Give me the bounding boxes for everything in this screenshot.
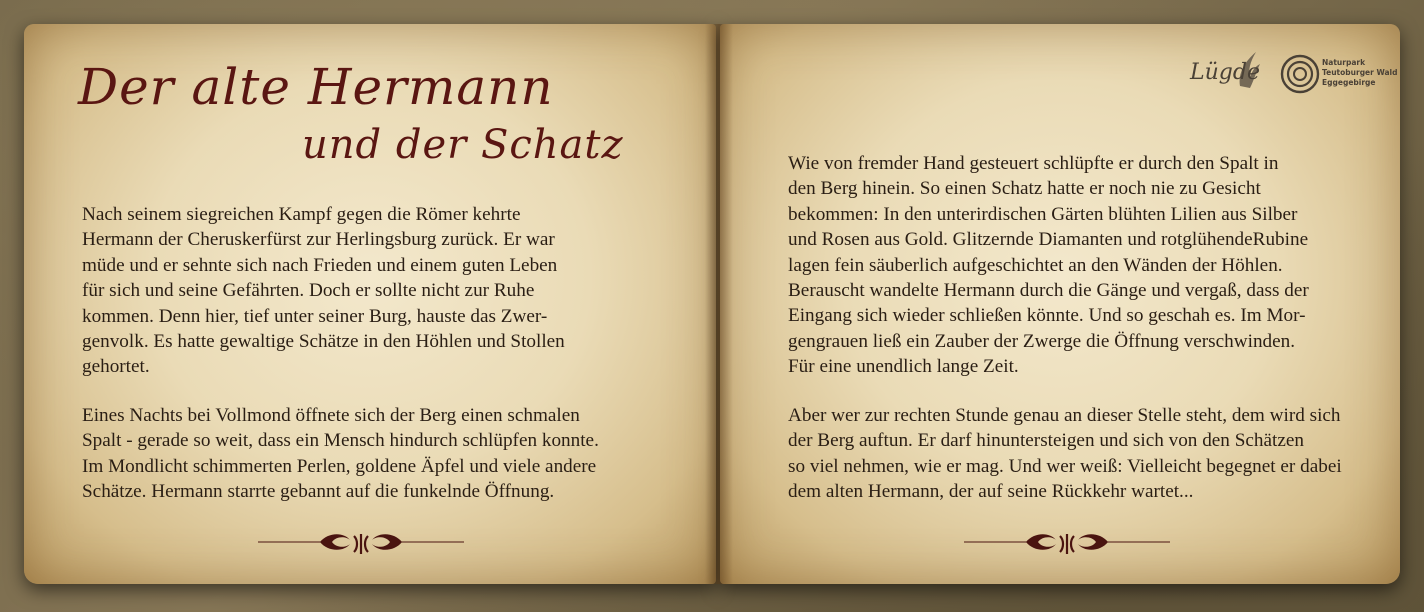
text-line: kommen. Denn hier, tief unter seiner Burg, hauste das Zwer- [82,305,548,327]
text-line: so viel nehmen, wie er mag. Und wer weiß: Vielleicht begegnet er dabei [788,455,1342,477]
ornament-divider-icon [258,526,464,558]
right-paragraph-1 [788,151,1309,380]
text-line: für sich und seine Gefährten. Doch er sollte nicht zur Ruhe [82,280,535,302]
text-line: Berauscht wandelte Hermann durch die Gänge und vergaß, dass der [788,280,1309,302]
naturpark-line: Teutoburger Wald [1322,68,1398,77]
text-line: müde und er sehnte sich nach Frieden und einem guten Leben [82,254,558,276]
text-line: Aber wer zur rechten Stunde genau an dieser Stelle steht, dem wird sich [788,405,1341,426]
left-paragraph-1 [82,202,565,380]
luegde-logo-text: Lügde [1190,60,1260,85]
text-line: Spalt - gerade so weit, dass ein Mensch hindurch schlüpfen konnte. [82,430,599,452]
naturpark-line: Eggegebirge [1322,78,1376,87]
text-line: dem alten Hermann, der auf seine Rückkehr wartet... [788,481,1194,503]
text-line: und Rosen aus Gold. Glitzernde Diamanten und rotglühendeRubine [788,229,1309,251]
text-line: Nach seinem siegreichen Kampf gegen die Römer kehrte [82,204,521,225]
text-line: Eingang sich wieder schließen könnte. Und so geschah es. Im Mor- [788,305,1306,327]
text-line: Wie von fremder Hand gesteuert schlüpfte er durch den Spalt in [788,153,1279,174]
left-paragraph-2 [82,403,599,505]
text-line: gengrauen ließ ein Zauber der Zwerge die Öffnung verschwinden. [788,330,1296,352]
text-line: genvolk. Es hatte gewaltige Schätze in den Höhlen und Stollen [82,331,565,353]
right-paragraph-2 [788,403,1342,505]
ornament-divider-icon [964,526,1170,558]
text-line: Schätze. Hermann starrte gebannt auf die funkelnde Öffnung. [82,481,555,503]
text-line: Im Mondlicht schimmerten Perlen, goldene Äpfel und viele andere [82,455,597,477]
title-line-1: Der alte Hermann [78,58,554,116]
text-line: den Berg hinein. So einen Schatz hatte er noch nie zu Gesicht [788,178,1261,200]
book-gutter [705,24,733,584]
text-line: bekommen: In den unterirdischen Gärten blühten Lilien aus Silber [788,203,1298,225]
text-line: lagen fein säuberlich aufgeschichtet an den Wänden der Höhlen. [788,254,1283,276]
naturpark-line: Naturpark [1322,58,1366,67]
text-line: Für eine unendlich lange Zeit. [788,356,1019,378]
luegde-logo-icon [1190,50,1270,96]
naturpark-logo-text [1322,58,1397,88]
text-line: gehortet. [82,356,150,378]
text-line: der Berg auftun. Er darf hinuntersteigen und sich von den Schätzen [788,430,1304,452]
text-line: Hermann der Cheruskerfürst zur Herlingsburg zurück. Er war [82,229,555,251]
title-line-2: und der Schatz [302,122,624,168]
text-line: Eines Nachts bei Vollmond öffnete sich der Berg einen schmalen [82,405,580,426]
naturpark-logo-icon [1280,52,1398,98]
